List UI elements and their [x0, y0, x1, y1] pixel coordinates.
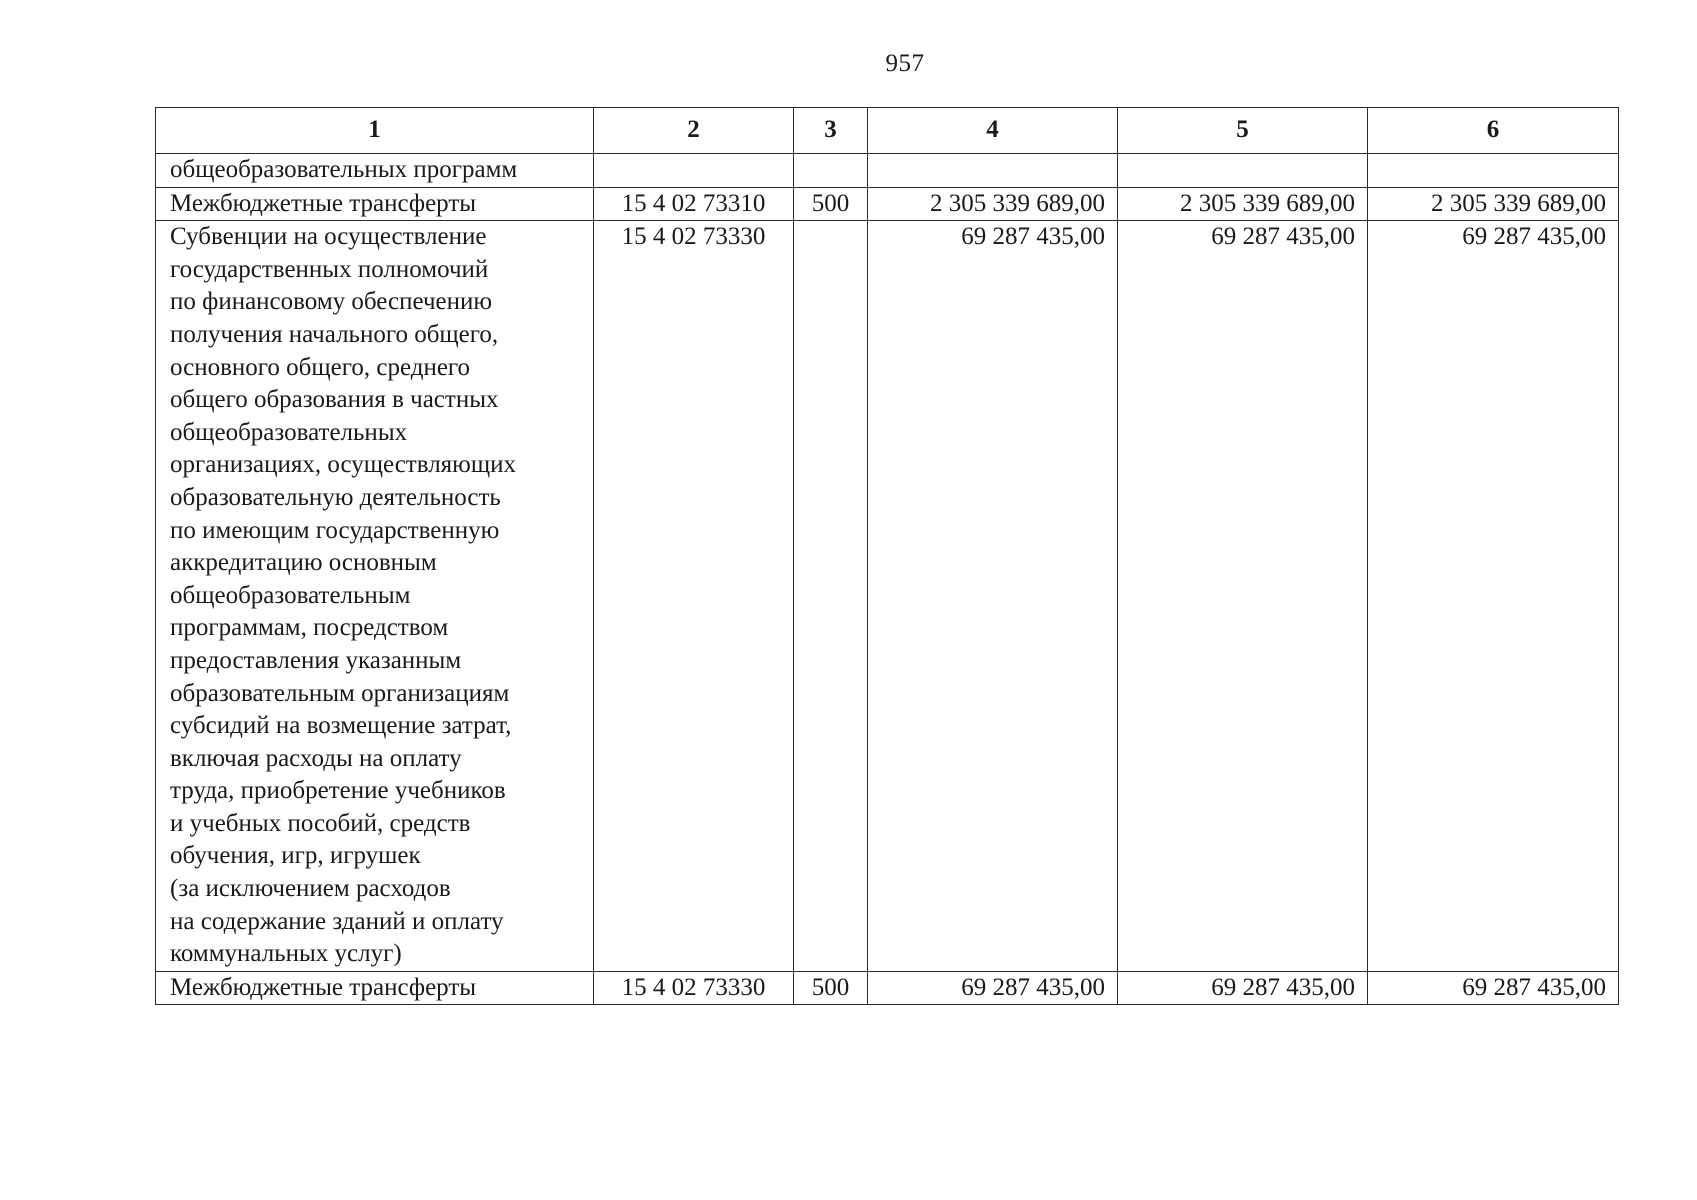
table-row: [156, 221, 1619, 972]
row-amount-col-4: 69 287 435,00: [868, 971, 1118, 1005]
row-amount-col-6: 69 287 435,00: [1368, 221, 1619, 972]
page-number: 957: [885, 50, 925, 77]
row-amount-col-4: [868, 154, 1118, 188]
row-code: 15 4 02 73330: [594, 971, 794, 1005]
row-amount-col-5: [1118, 154, 1368, 188]
row-code: 15 4 02 73310: [594, 187, 794, 221]
row-name: общеобразовательных программ: [156, 154, 594, 188]
row-amount-col-4: 69 287 435,00: [868, 221, 1118, 972]
row-name: Межбюджетные трансферты: [156, 971, 594, 1005]
row-code: [594, 154, 794, 188]
row-code: 15 4 02 73330: [594, 221, 794, 972]
row-expense-type: 500: [794, 187, 868, 221]
budget-table: [155, 107, 1619, 1005]
table-row: [156, 154, 1619, 188]
row-amount-col-5: 69 287 435,00: [1118, 221, 1368, 972]
row-amount-col-6: [1368, 154, 1619, 188]
column-header-3: 3: [794, 108, 868, 154]
row-name: Субвенции на осуществление государственных полномочий по финансовому обеспечению получения начального общего, основного общего, среднего общего образования в частных общеобразовательных организациях, осуществляющих образовательную деятельность по имеющим государственную аккредитацию основным общеобразовательным программам, посредством предоставления указанным образовательным организациям субсидий на возмещение затрат, включая расходы на оплату труда, приобретение учебников и учебных пособий, средств обучения, игр, игрушек (за исключением расходов на содержание зданий и оплату коммунальных услуг): [156, 221, 594, 972]
column-header-5: 5: [1118, 108, 1368, 154]
row-amount-col-5: 69 287 435,00: [1118, 971, 1368, 1005]
column-header-2: 2: [594, 108, 794, 154]
column-header-1: 1: [156, 108, 594, 154]
column-header-6: 6: [1368, 108, 1619, 154]
row-amount-col-5: 2 305 339 689,00: [1118, 187, 1368, 221]
row-amount-col-6: 2 305 339 689,00: [1368, 187, 1619, 221]
column-header-4: 4: [868, 108, 1118, 154]
row-expense-type: 500: [794, 971, 868, 1005]
row-name: Межбюджетные трансферты: [156, 187, 594, 221]
row-amount-col-6: 69 287 435,00: [1368, 971, 1619, 1005]
row-expense-type: [794, 221, 868, 972]
table-row: [156, 971, 1619, 1005]
table-row: [156, 187, 1619, 221]
row-amount-col-4: 2 305 339 689,00: [868, 187, 1118, 221]
header-row: [156, 108, 1619, 154]
row-expense-type: [794, 154, 868, 188]
